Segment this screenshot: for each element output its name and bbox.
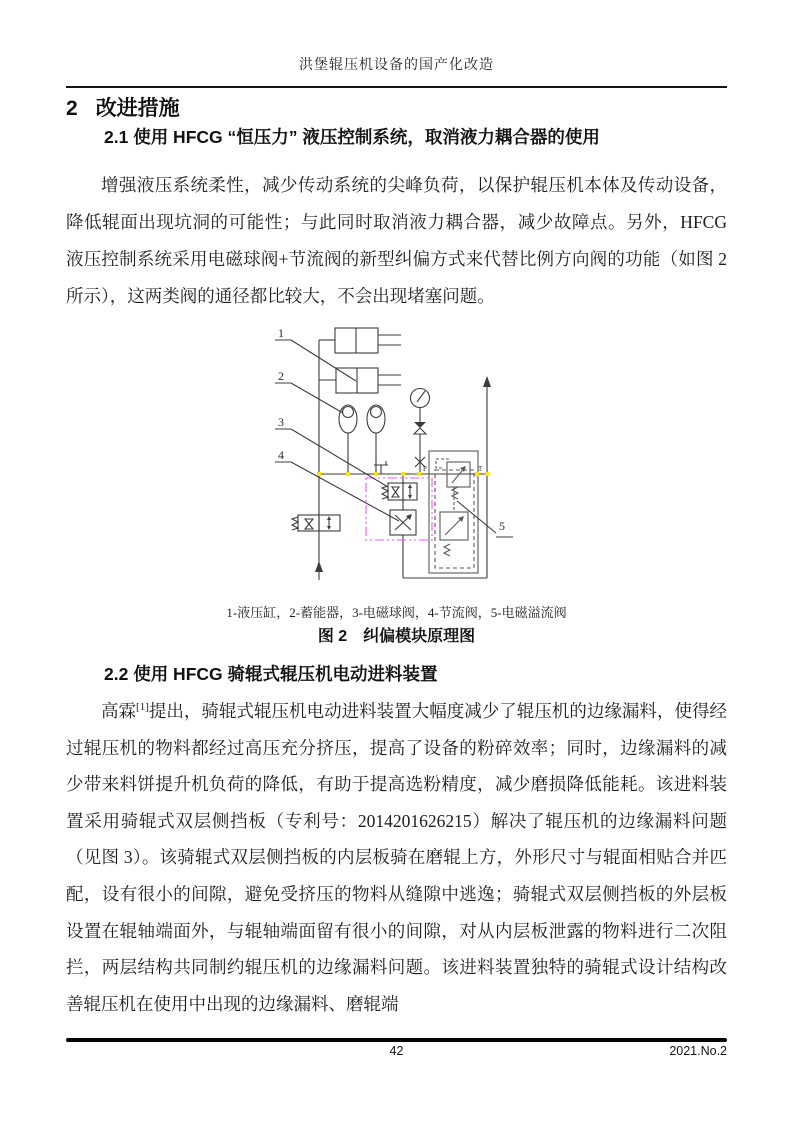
section-heading — [66, 92, 180, 122]
paragraph-hydraulic-system: 增强液压系统柔性，减少传动系统的尖峰负荷，以保护辊压机本体及传动设备，降低辊面出现坑洞的可能性；与此同时取消液力耦合器，减少故障点。另外，HFCG 液压控制系统采用电磁球阀+节流阀的新型纠偏方式来代替比例方向阀的功能（如图 2 所示），这两类阀的通径都比较大，不会出现堵塞问题。 — [66, 175, 727, 306]
header-rule — [66, 86, 727, 88]
paragraph-feeding-device-text: 提出，骑辊式辊压机电动进料装置大幅度减少了辊压机的边缘漏料，使得经过辊压机的物料都经过高压充分挤压，提高了设备的粉碎效率；同时，边缘漏料的减少带来料饼提升机负荷的降低，有助于提高选粉精度，减少磨损降低能耗。该进料装置采用骑辊式双层侧挡板（专利号：2014201626215）解决了辊压机的边缘漏料问题（见图 3）。该骑辊式双层侧挡板的内层板骑在磨辊上方，外形尺寸与辊面相贴合并匹配，设有很小的间隙，避免受挤压的物料从缝隙中逃逸；骑辊式双层侧挡板的外层板设置在辊轴端面外，与辊轴端面留有很小的间隙，对从内层板泄露的物料进行二次阻拦，两层结构共同制约辊压机的边缘漏料问题。该进料装置独特的骑辊式设计结构改善辊压机在使用中出现的边缘漏料、磨辊端 — [66, 701, 728, 1014]
callout-2-label: 2 — [278, 369, 284, 383]
figure-legend: 1-液压缸，2-蓄能器，3-电磁球阀，4-节流阀，5-电磁溢流阀 — [226, 605, 567, 620]
pressure-gauge — [411, 389, 430, 475]
issue-label: 2021.No.2 — [669, 1044, 727, 1058]
throttle-valve — [390, 510, 416, 535]
solenoid-ball-valve — [382, 483, 417, 500]
author-name: 高霖 — [101, 701, 137, 721]
callout-5-label: 5 — [499, 519, 505, 533]
citation-ref: [1] — [136, 701, 149, 714]
subsection-heading-2-2: 2.2 使用 HFCG 骑辊式辊压机电动进料装置 — [104, 664, 438, 684]
port-p-label: P — [423, 465, 427, 473]
hydraulic-cylinder-2 — [319, 368, 401, 393]
subsection-heading-2-1: 2.1 使用 HFCG “恒压力” 液压控制系统，取消液力耦合器的使用 — [104, 127, 600, 147]
schematic-drawing — [268, 318, 545, 605]
hydraulic-cylinder-1 — [319, 328, 401, 353]
tank-arrow-icon — [483, 376, 491, 387]
figure-2-hydraulic-schematic — [268, 318, 545, 605]
supply-arrow-icon — [315, 561, 323, 572]
section-number: 2 — [66, 97, 78, 120]
running-header: 洪堡辊压机设备的国产化改造 — [299, 58, 494, 73]
auxiliary-solenoid-valve — [292, 515, 340, 531]
port-t-label: T — [478, 465, 483, 473]
callout-leaders — [275, 340, 513, 537]
figure-caption: 图 2 纠偏模块原理图 — [317, 628, 476, 645]
callout-1-label: 1 — [278, 326, 284, 340]
section-title: 改进措施 — [95, 97, 180, 120]
footer-rule — [66, 1038, 727, 1042]
callout-4-label: 4 — [278, 448, 284, 462]
page-number: 42 — [389, 1044, 404, 1058]
callout-3-label: 3 — [278, 415, 284, 429]
paragraph-feeding-device — [66, 693, 727, 1022]
